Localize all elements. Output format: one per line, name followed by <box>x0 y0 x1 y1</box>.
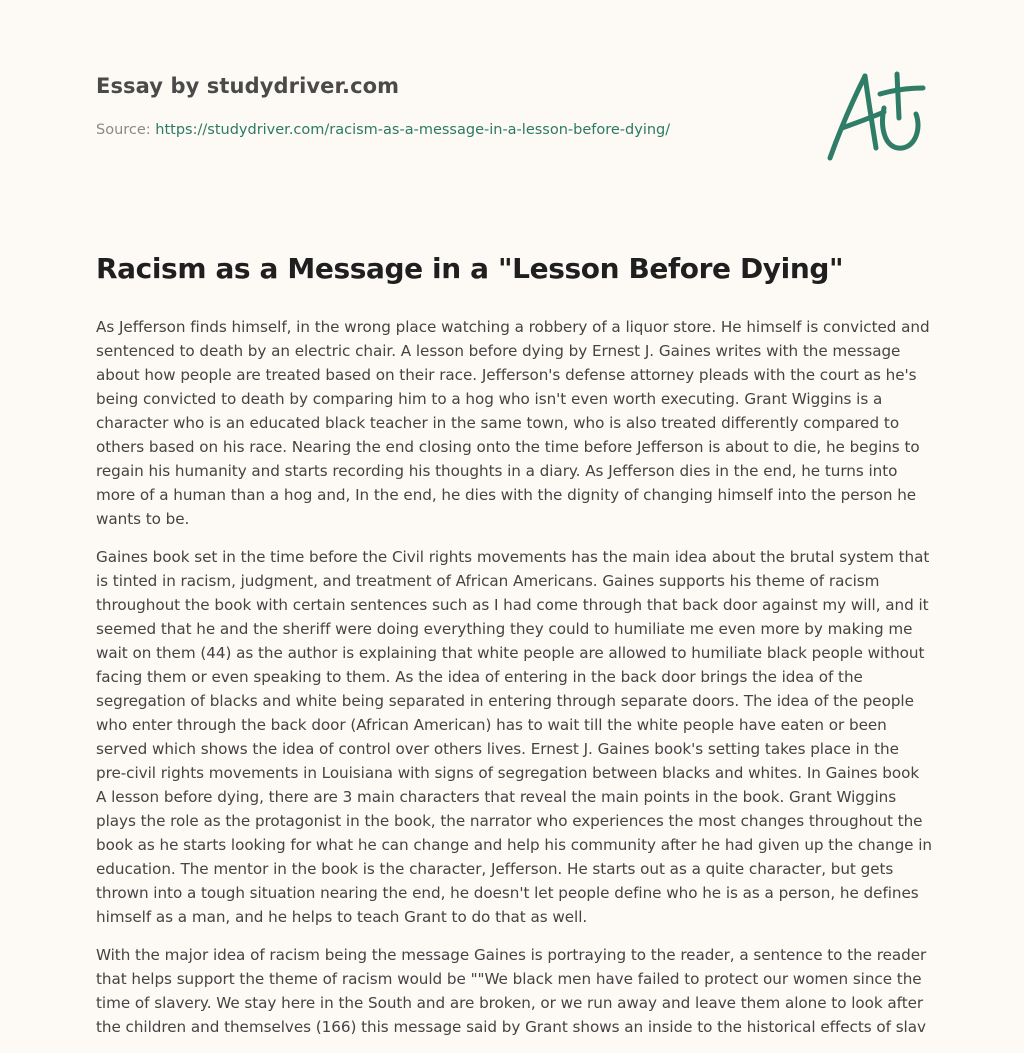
source-link[interactable]: https://studydriver.com/racism-as-a-message-in-a-lesson-before-dying/ <box>155 122 671 138</box>
site-title: Essay by studydriver.com <box>96 74 400 98</box>
plus-horizontal-icon <box>880 88 923 94</box>
a-right-stroke-icon <box>865 76 876 148</box>
a-plus-logo-icon <box>822 68 928 168</box>
source-label: Source: <box>96 122 151 138</box>
essay-paragraph: With the major idea of racism being the message Gaines is portraying to the reader, a sentence to the reader that helps support the theme of racism would be ""We black men have failed to protect our women since the time of slavery. We stay here in the South and are broken, or we run away and leave them alone to look after the children and themselves (166) this message said by Grant shows an inside to the historical effects of slav <box>96 946 927 1036</box>
a-plus-logo <box>822 68 928 168</box>
plus-vertical-icon <box>897 74 899 118</box>
source-line <box>96 122 796 138</box>
essay-paragraph: As Jefferson finds himself, in the wrong place watching a robbery of a liquor store. He himself is convicted and sentenced to death by an electric chair. A lesson before dying by Ernest J. Gaines writes with the message about how people are treated based on their race. Jefferson's defense attorney pleads with the court as he's being convicted to death by comparing him to a hog who isn't even worth executing. Grant Wiggins is a character who is an educated black teacher in the same town, who is also treated differently compared to others based on his race. Nearing the end closing onto the time before Jefferson is about to die, he begins to regain his humanity and starts recording his thoughts in a diary. As Jefferson dies in the end, he turns into more of a human than a hog and, In the end, he dies with the dignity of changing himself into the person he wants to be. <box>96 318 930 528</box>
essay-paragraph: Gaines book set in the time before the Civil rights movements has the main idea about the brutal system that is tinted in racism, judgment, and treatment of African Americans. Gaines supports his theme of racism throughout the book with certain sentences such as I had come through that back door against my will, and it seemed that he and the sheriff were doing everything they could to humiliate me even more by making me wait on them (44) as the author is explaining that white people are allowed to humiliate black people without facing them or even speaking to them. As the idea of entering in the back door brings the idea of the segregation of blacks and white being separated in entering through separate doors. The idea of the people who enter through the back door (African American) has to wait till the white people have eaten or been served which shows the idea of control over others lives. Ernest J. Gaines book's setting takes place in the pre-civil rights movements in Louisiana with signs of segregation between blacks and whites. In Gaines book A lesson before dying, there are 3 main characters that reveal the main points in the book. Grant Wiggins plays the role as the protagonist in the book, the narrator who experiences the most changes throughout the book as he starts looking for what he can change and help his community after he had given up the change in education. The mentor in the book is the character, Jefferson. He starts out as a quite character, but gets thrown into a tough situation nearing the end, he doesn't let people define who he is as a person, he defines himself as a man, and he helps to teach Grant to do that as well. <box>96 548 932 926</box>
a-left-stroke-icon <box>830 76 865 158</box>
essay-body <box>96 315 932 1053</box>
essay-header <box>96 74 796 138</box>
essay-title: Racism as a Message in a "Lesson Before Dying" <box>96 252 844 285</box>
